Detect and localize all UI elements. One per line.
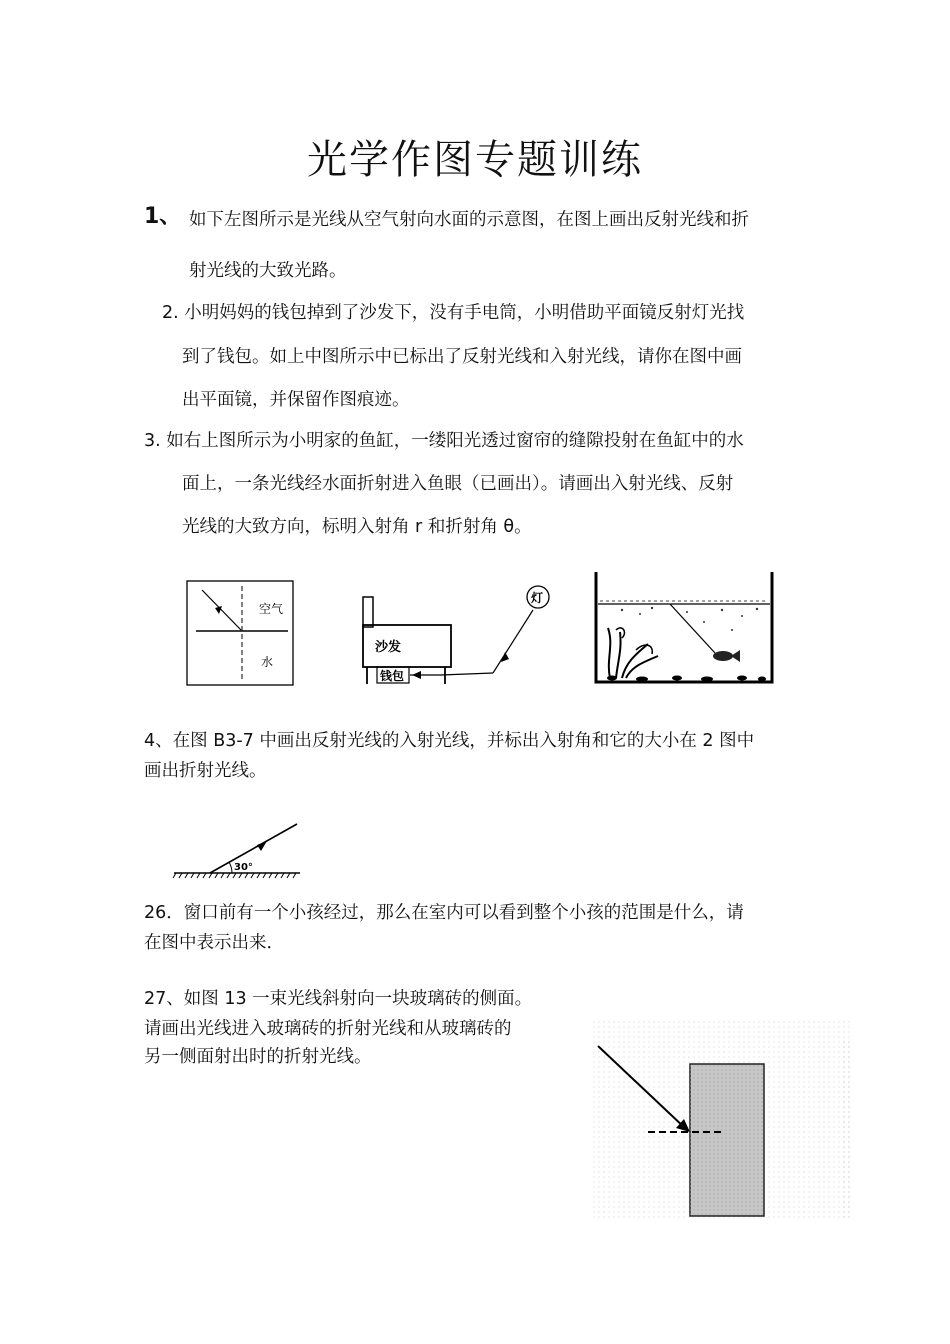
q1-text-line2: 射光线的大致光路。 xyxy=(189,261,347,281)
wallet-label: 钱包 xyxy=(380,669,405,683)
q27-text-line1: 27、如图 13 一束光线斜射向一块玻璃砖的侧面。 xyxy=(144,989,533,1009)
q3-text-line1: 3. 如右上图所示为小明家的鱼缸，一缕阳光透过窗帘的缝隙投射在鱼缸中的水 xyxy=(144,431,744,451)
q3-text-line3: 光线的大致方向，标明入射角 r 和折射角 θ。 xyxy=(182,517,532,537)
q2-text-line1: 2. 小明妈妈的钱包掉到了沙发下，没有手电筒，小明借助平面镜反射灯光找 xyxy=(162,303,745,323)
figure-sofa-wallet xyxy=(355,580,555,690)
air-label: 空气 xyxy=(259,602,284,616)
figure-air-water xyxy=(186,580,296,688)
q1-text-line1: 如下左图所示是光线从空气射向水面的示意图，在图上画出反射光线和折 xyxy=(189,210,749,230)
q2-text-line3: 出平面镜，并保留作图痕迹。 xyxy=(182,390,410,410)
q4-text-line1: 4、在图 B3-7 中画出反射光线的入射光线，并标出入射角和它的大小在 2 图中 xyxy=(144,731,755,751)
lamp-label: 灯 xyxy=(531,591,544,605)
q1-number: 1、 xyxy=(144,204,182,229)
figure-fish-tank xyxy=(592,570,777,688)
q27-text-line3: 另一侧面射出时的折射光线。 xyxy=(144,1047,372,1067)
figure-glass-block xyxy=(592,1020,850,1218)
q2-text-line2: 到了钱包。如上中图所示中已标出了反射光线和入射光线，请你在图中画 xyxy=(182,347,742,367)
q3-text-line2: 面上，一条光线经水面折射进入鱼眼（已画出）。请画出入射光线、反射 xyxy=(182,474,734,494)
sofa-label: 沙发 xyxy=(375,640,402,655)
q4-text-line2: 画出折射光线。 xyxy=(144,761,267,781)
q26-text-line2: 在图中表示出来． xyxy=(144,933,284,953)
q26-text-line1: 26．窗口前有一个小孩经过，那么在室内可以看到整个小孩的范围是什么，请 xyxy=(144,903,744,923)
page-title: 光学作图专题训练 xyxy=(307,137,643,183)
angle-label: 30° xyxy=(234,862,253,873)
water-label: 水 xyxy=(261,655,274,669)
q27-text-line2: 请画出光线进入玻璃砖的折射光线和从玻璃砖的 xyxy=(144,1019,512,1039)
figure-mirror-30 xyxy=(170,818,305,880)
